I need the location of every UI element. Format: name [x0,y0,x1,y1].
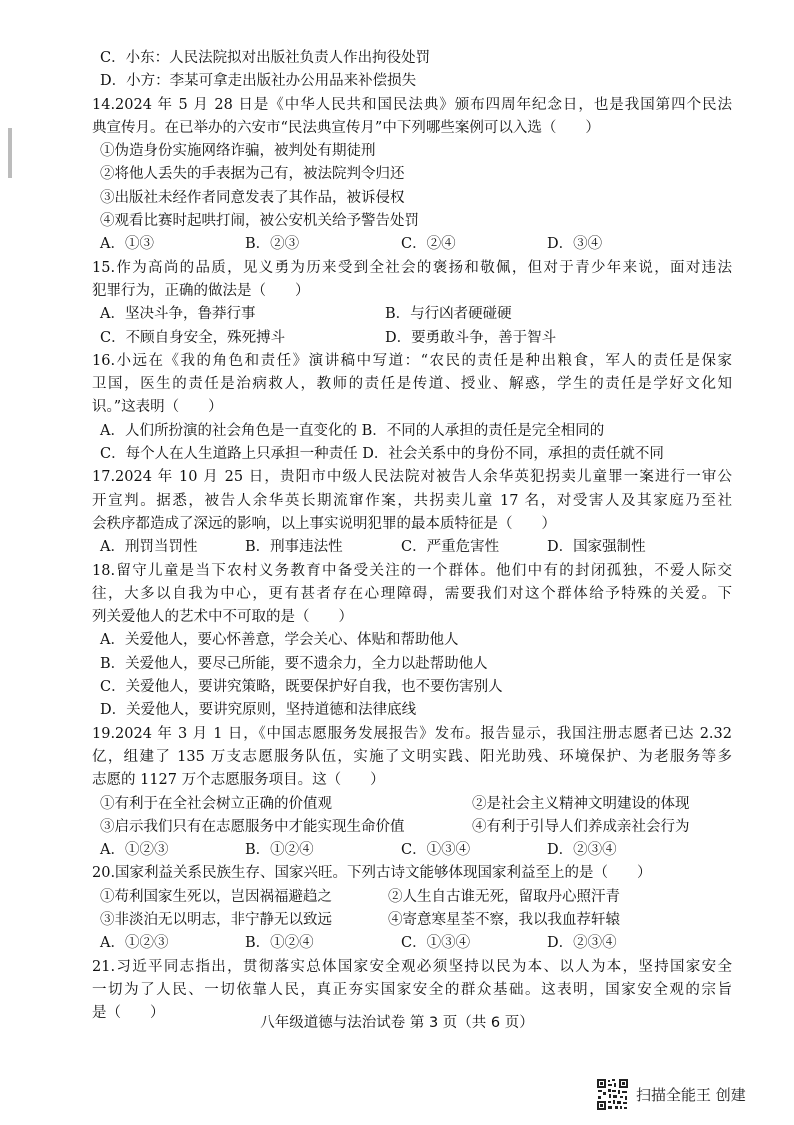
qr-code-icon [596,1078,629,1111]
q17-stem-line: 开宣判。据悉，被告人余华英长期流窜作案，共拐卖儿童 17 名，对受害人及其家庭乃至社 [92,492,732,509]
q16-stem-line: 16.小远在《我的角色和责任》演讲稿中写道：“农民的责任是种出粮食，军人的责任是保家 [92,352,732,369]
q17-options [92,536,732,559]
q19-items-row [92,816,732,839]
q20-option-b: B．①②④ [245,935,314,952]
q19-item: ②是社会主义精神文明建设的体现 [472,795,690,812]
q20-stem-line: 20.国家利益关系民族生存、国家兴旺。下列古诗文能够体现国家利益至上的是（ ） [92,865,652,882]
q21-stem-line: 21.习近平同志指出，贯彻落实总体国家安全观必须坚持以民为本、以人为本，坚持国家安全 [92,958,732,975]
q19-items-row [92,793,732,816]
q14-option-c: C．②④ [401,236,456,253]
q19-options [92,839,732,862]
q18-stem-line: 列关爱他人的艺术中不可取的是（ ） [92,609,353,626]
q17-stem-line: 17.2024 年 10 月 25 日，贵阳市中级人民法院对被告人余华英犯拐卖儿童罪一案进行一审公 [92,469,732,486]
q14-options [92,233,732,256]
q19-option-d: D．②③④ [547,842,617,859]
q14-item: ②将他人丢失的手表据为己有，被法院判令归还 [100,166,405,183]
q18-stem-line: 18.留守儿童是当下农村义务教育中备受关注的一个群体。他们中有的封闭孤独，不爱人际交 [92,562,732,579]
q18-option-b: B．关爱他人，要尽己所能，要不遗余力，全力以赴帮助他人 [100,655,488,672]
q14-item: ④观看比赛时起哄打闹，被公安机关给予警告处罚 [100,213,419,230]
q14-stem-line: 典宣传月。在已举办的六安市“民法典宣传月”中下列哪些案例可以入选（ ） [92,119,600,136]
q19-stem-line: 志愿的 1127 万个志愿服务项目。这（ ） [92,772,385,789]
q15-options-row [92,327,732,350]
q14-option-a: A．①③ [100,236,154,253]
q13-option-c: C．小东：人民法院拟对出版社负责人作出拘役处罚 [100,50,431,66]
q17-option-c: C．严重危害性 [401,539,500,556]
q14-item: ③出版社未经作者同意发表了其作品，被诉侵权 [100,189,405,206]
q21-stem-line: 是（ ） [92,1005,165,1022]
question-content [92,47,732,1025]
q15-stem-line: 犯罪行为，正确的做法是（ ） [92,282,310,299]
q15-option-a: A．坚决斗争，鲁莽行事 [100,306,256,323]
q19-option-c: C．①③④ [401,842,471,859]
q20-items-row [92,886,732,909]
q20-option-d: D．②③④ [547,935,617,952]
q20-items-row [92,909,732,932]
q21-stem-line: 一切为了人民、一切依靠人民，真正夯实国家安全的群众基础。这表明，国家安全观的宗旨 [92,981,732,998]
q18-option-d: D．关爱他人，要讲究原则，坚持道德和法律底线 [100,702,417,719]
q14-item: ①伪造身份实施网络诈骗，被判处有期徒刑 [100,143,376,160]
q19-option-a: A．①②③ [100,842,169,859]
q17-option-d: D．国家强制性 [547,539,646,556]
q19-item: ①有利于在全社会树立正确的价值观 [100,795,332,812]
q19-item: ④有利于引导人们养成亲社会行为 [472,818,690,835]
q20-item: ②人生自古谁无死，留取丹心照汗青 [388,888,620,905]
q18-stem-line: 往，大多以自我为中心，更有甚者存在心理障碍，需要我们对这个群体给予特殊的关爱。下 [92,585,732,602]
q20-options [92,932,732,955]
watermark-text: 扫描全能王 创建 [636,1085,746,1104]
q14-option-d: D．③④ [547,236,603,253]
q17-option-a: A．刑罚当罚性 [100,539,198,556]
q17-option-b: B．刑事违法性 [245,539,343,556]
q16-options-ab: A．人们所扮演的社会角色是一直变化的 B．不同的人承担的责任是完全相同的 [100,422,605,439]
q19-stem-line: 19.2024 年 3 月 1 日，《中国志愿服务发展报告》发布。报告显示，我国注册志愿者已达 2.32 [92,725,732,742]
q14-stem-line: 14.2024 年 5 月 28 日是《中华人民共和国民法典》颁布四周年纪念日，也是我国第四个民法 [92,96,732,113]
q17-stem-line: 会秩序都造成了深远的影响，以上事实说明犯罪的最本质特征是（ ） [92,515,556,532]
scanner-watermark [596,1076,746,1112]
page-footer: 八年级道德与法治试卷 第 3 页（共 6 页） [260,1015,534,1031]
q16-options-cd: C．每个人在人生道路上只承担一种责任 D．社会关系中的身份不同，承担的责任就不同 [100,446,664,463]
q18-option-c: C．关爱他人，要讲究策略，既要保护好自我，也不要伤害别人 [100,679,503,696]
q13-option-d: D．小方：李某可拿走出版社办公用品来补偿损失 [100,73,417,90]
q19-stem-line: 亿，组建了 135 万支志愿服务队伍，实施了文明实践、阳光助残、环境保护、为老服务等多 [92,748,732,765]
q20-item: ③非淡泊无以明志，非宁静无以致远 [100,911,332,928]
q14-option-b: B．②③ [245,236,300,253]
q15-option-c: C．不顾自身安全，殊死搏斗 [100,329,286,346]
q20-option-a: A．①②③ [100,935,169,952]
q15-stem-line: 15.作为高尚的品质，见义勇为历来受到全社会的褒扬和敬佩，但对于青少年来说，面对违法 [92,259,732,276]
q15-option-b: B．与行凶者硬碰硬 [385,306,512,323]
q15-options-row [92,303,732,326]
q20-item: ④寄意寒星荃不察，我以我血荐轩辕 [388,911,620,928]
q15-option-d: D．要勇敢斗争，善于智斗 [385,329,557,346]
q20-item: ①苟利国家生死以，岂因祸福避趋之 [100,888,332,905]
scan-edge-mark [8,128,12,178]
q19-option-b: B．①②④ [245,842,314,859]
q19-item: ③启示我们只有在志愿服务中才能实现生命价值 [100,818,405,835]
q18-option-a: A．关爱他人，要心怀善意，学会关心、体贴和帮助他人 [100,632,459,649]
q16-stem-line: 识。”这表明（ ） [92,399,223,416]
q16-stem-line: 卫国，医生的责任是治病救人，教师的责任是传道、授业、解惑，学生的责任是学好文化知 [92,376,732,393]
q20-option-c: C．①③④ [401,935,471,952]
